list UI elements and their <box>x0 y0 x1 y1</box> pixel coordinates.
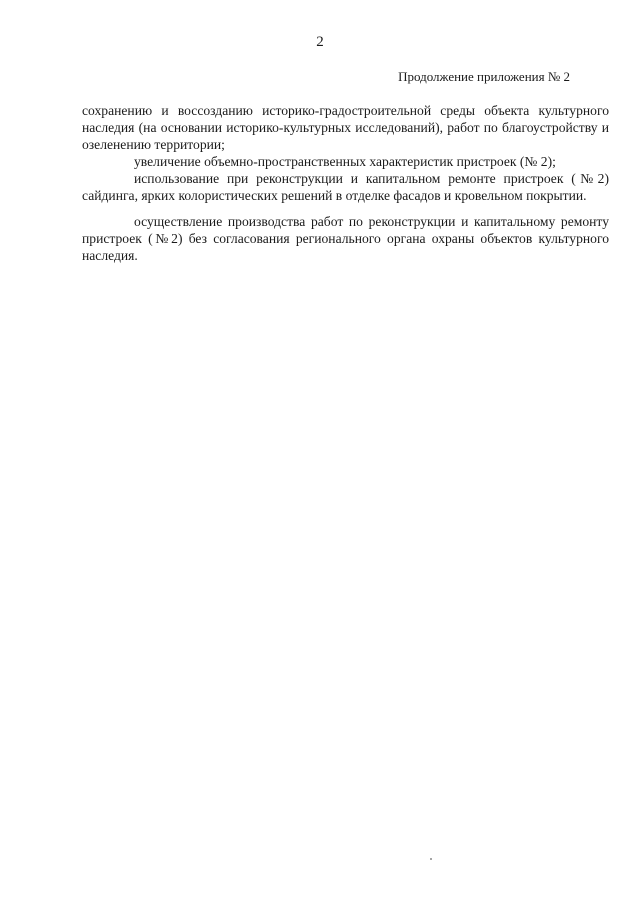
scan-artifact-dot <box>430 858 432 860</box>
document-body <box>82 102 609 264</box>
appendix-continuation-label: Продолжение приложения № 2 <box>398 69 570 84</box>
page-number: 2 <box>316 34 324 50</box>
paragraph-preservation: сохранению и воссозданию историко-градостроительной среды объекта культурного наследия (на основании историко-культурных исследований), работ по благоустройству и озеленению территории; <box>82 103 609 152</box>
paragraph-siding-usage: использование при реконструкции и капитальном ремонте пристроек (№2) сайдинга, ярких колористических решений в отделке фасадов и кровельном покрытии. <box>82 171 609 203</box>
paragraph-volume-increase: увеличение объемно-пространственных характеристик пристроек (№ 2); <box>134 154 556 169</box>
paragraph-unapproved-works: осуществление производства работ по реконструкции и капитальному ремонту пристроек (№2) без согласования регионального органа охраны объектов культурного наследия. <box>82 214 609 263</box>
